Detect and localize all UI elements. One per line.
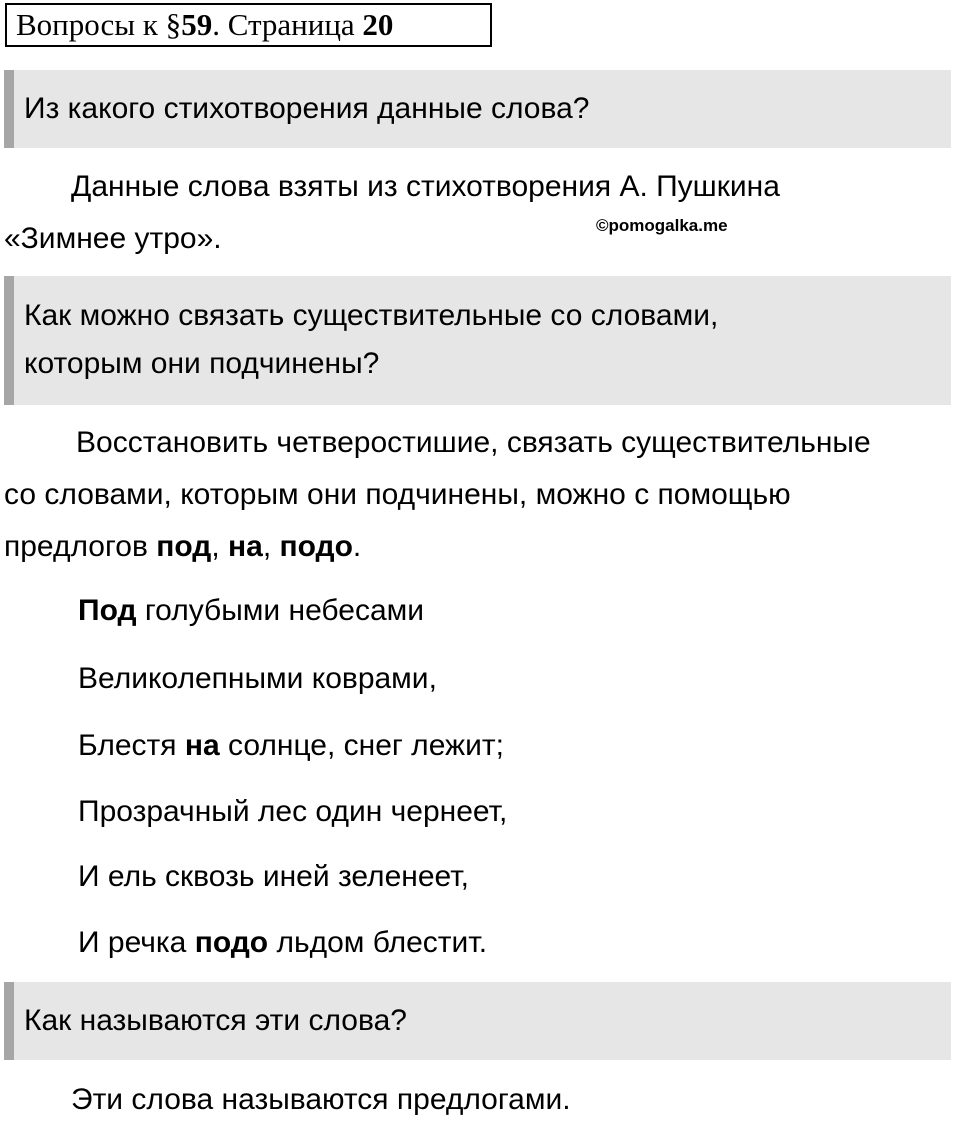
answer-1-line-1: Данные слова взяты из стихотворения А. Пушкина <box>71 170 780 203</box>
poem-line-3-rest: солнце, снег лежит; <box>219 729 504 762</box>
separator-2: , <box>262 530 280 563</box>
header-prefix: Вопросы к § <box>16 7 182 42</box>
poem-line-6 <box>78 926 487 960</box>
preposition-pod: под <box>156 530 212 563</box>
poem-line-3-bold: на <box>184 729 220 762</box>
section-number: 59 <box>181 7 213 42</box>
poem-line-1-rest: голубыми небесами <box>136 594 425 627</box>
question-2 <box>4 276 951 405</box>
answer-1-line-2: «Зимнее утро». <box>4 222 222 255</box>
preposition-na: на <box>228 530 263 563</box>
poem-line-5: И ель сквозь иней зеленеет, <box>78 860 469 893</box>
question-2-line-2: которым они подчинены? <box>24 347 380 380</box>
header-middle: . Страница <box>212 7 363 42</box>
question-1: Из какого стихотворения данные слова? <box>4 70 951 148</box>
poem-line-6-rest: льдом блестит. <box>268 926 488 959</box>
poem-line-3 <box>78 729 504 763</box>
poem-line-1-bold: Под <box>78 594 137 627</box>
poem-line-4: Прозрачный лес один чернеет, <box>78 795 508 828</box>
poem-line-6-bold: подо <box>194 926 269 959</box>
question-2-line-1: Как можно связать существительные со словами, <box>24 299 719 332</box>
poem-line-2: Великолепными коврами, <box>78 662 437 695</box>
poem-line-1 <box>78 594 424 628</box>
page-header <box>5 3 492 47</box>
question-3: Как называются эти слова? <box>4 982 951 1060</box>
page-number: 20 <box>362 7 394 42</box>
answer-2-end: . <box>352 530 362 563</box>
answer-2-line-3-start: предлогов <box>4 530 157 563</box>
watermark: ©pomogalka.me <box>596 216 728 235</box>
answer-2-line-1: Восстановить четверостишие, связать существительные <box>76 426 871 459</box>
answer-3: Эти слова называются предлогами. <box>71 1083 571 1116</box>
poem-line-6-start: И речка <box>78 926 195 959</box>
separator-1: , <box>211 530 228 563</box>
answer-2-line-2: со словами, которым они подчинены, можно с помощью <box>4 478 791 511</box>
answer-2-line-3 <box>4 530 361 564</box>
preposition-podo: подо <box>279 530 353 563</box>
poem-line-3-start: Блестя <box>78 729 185 762</box>
